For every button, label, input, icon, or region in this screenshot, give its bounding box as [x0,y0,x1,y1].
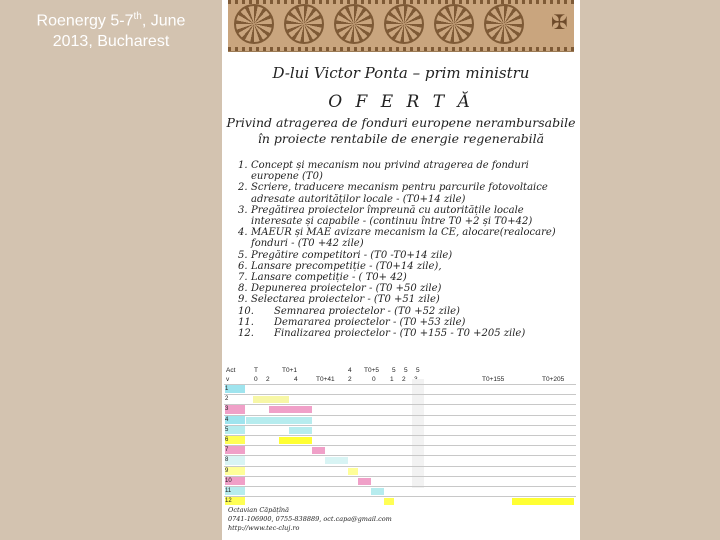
task-number: 11. [238,316,254,328]
task-number: 3. [238,204,248,216]
gantt-row [224,476,576,486]
gantt-bar [312,447,325,454]
gantt-header-cell: 0 [254,376,258,383]
task-text: Pregătirea proiectelor împreună cu autoritățile locale interesate și capabile - (continuu între T0 +2 și T0+42) [251,204,533,228]
gantt-header-cell: T0+155 [482,376,505,383]
gantt-row-label: 11 [225,487,245,495]
task-number: 12. [238,328,254,340]
gantt-row-label: 3 [225,405,245,413]
task-number: 9. [238,294,248,306]
offer-heading: O F E R T Ă [328,92,474,112]
task-text: Concept și mecanism nou privind atragerea de fonduri europene (T0) [251,160,529,183]
rosette-icon [334,4,374,44]
banner-bottom-band [228,47,574,51]
gantt-row [224,496,576,506]
task-list [238,160,576,339]
gantt-header-cell: T0+1 [282,367,297,374]
task-item [238,328,576,339]
rosette-icon [384,4,424,44]
task-item [238,283,576,294]
gantt-row-label: 10 [225,477,245,485]
gantt-header-cell: T0+5 [364,367,379,374]
task-text: Depunerea proiectelor - (T0 +50 zile) [251,283,442,295]
gantt-bar [325,457,348,464]
gantt-row-label: 8 [225,456,245,464]
gantt-row-label: 1 [225,385,245,393]
gantt-header [224,365,576,384]
task-item [238,317,576,328]
addressee: D-lui Victor Ponta – prim ministru [272,64,530,82]
task-number: 10. [238,305,254,317]
task-item [238,227,576,249]
task-item [238,272,576,283]
task-text: Finalizarea proiectelor - (T0 +155 - T0 +205 zile) [274,328,526,340]
task-number: 8. [238,283,248,295]
gantt-header-cell: 2 [348,376,352,383]
task-number: 1. [238,160,248,171]
gantt-bar [384,498,394,505]
gantt-row [224,384,576,394]
gantt-row-label: 4 [225,416,245,424]
rosette-icon [434,4,474,44]
task-number: 5. [238,249,248,261]
task-text: Lansare competiție - ( T0+ 42) [251,272,407,284]
gantt-header-cell: 1 [390,376,394,383]
gantt-row-label: 12 [225,497,245,505]
gantt-bar [371,488,384,495]
gantt-bar [269,406,312,413]
task-item [238,160,576,182]
gantt-header-cell: T0+205 [542,376,565,383]
task-item [238,182,576,204]
task-text: Selectarea proiectelor - (T0 +51 zile) [251,294,440,306]
gantt-header-cell: 2 [266,376,270,383]
gantt-row [224,435,576,445]
task-item [238,261,576,272]
gantt-bar [256,406,269,413]
task-item [238,205,576,227]
task-text: Scriere, traducere mecanism pentru parcurile fotovoltaice adresate autorităților locale - (T0+14 zile) [251,182,548,205]
task-text: MAEUR și MAE avizare mecanism la CE, alocare(realocare) fonduri - (T0 +42 zile) [251,227,556,250]
rosette-icon [284,4,324,44]
gantt-header-cell: Act [226,367,236,374]
gantt-row [224,415,576,425]
gantt-row-label: 7 [225,446,245,454]
task-number: 2. [238,182,248,194]
gantt-row [224,394,576,404]
gantt-header-cell: 4 [348,367,352,374]
gantt-row [224,445,576,455]
gantt-header-cell: T0+41 [316,376,335,383]
task-item [238,306,576,317]
gantt-row [224,486,576,496]
gantt-header-cell: 5 [416,367,420,374]
gantt-table [224,365,576,506]
task-text: Semnarea proiectelor - (T0 +52 zile) [274,305,460,317]
task-item [238,294,576,305]
gantt-bar [512,498,574,505]
gantt-header-cell: 4 [294,376,298,383]
gantt-row-label: 2 [225,395,245,403]
gantt-bar [289,427,312,434]
gantt-row [224,425,576,435]
gantt-row [224,404,576,414]
slide-title: Roenergy 5-7th, June 2013, Bucharest [36,11,186,51]
contact-footer: Octavian Căpățînă 0741-106900, 0755-838889, oct.capa@gmail.com http://www.tec-cluj.ro [228,506,392,532]
task-number: 7. [238,272,248,284]
task-text: Pregătire competitori - (T0 -T0+14 zile) [251,249,453,261]
gantt-bar [253,396,289,403]
gantt-bar [279,437,312,444]
cross-icon: ✠ [551,10,568,34]
gantt-header-cell: T [254,367,258,374]
gantt-header-cell: 2 [402,376,406,383]
gantt-header-cell: 0 [372,376,376,383]
task-text: Demararea proiectelor - (T0 +53 zile) [274,316,466,328]
gantt-bar [358,478,371,485]
offer-document [222,0,580,540]
gantt-row [224,455,576,465]
gantt-row-label: 5 [225,426,245,434]
task-number: 4. [238,227,248,239]
rosette-icon [484,4,524,44]
task-number: 6. [238,260,248,272]
gantt-bar [348,468,358,475]
gantt-row-label: 9 [225,467,245,475]
gantt-row-label: 6 [225,436,245,444]
task-text: Lansare precompetiție - (T0+14 zile), [251,260,442,272]
rosette-icon [234,4,274,44]
gantt-header-cell: v [226,376,230,383]
gantt-bar [246,417,312,424]
task-item [238,250,576,261]
gantt-header-cell: 5 [392,367,396,374]
carved-wood-banner [228,0,574,52]
offer-subject: Privind atragerea de fonduri europene nerambursabile în proiecte rentabile de energie regenerabilă [226,115,576,146]
gantt-header-cell: 5 [404,367,408,374]
gantt-row [224,466,576,476]
